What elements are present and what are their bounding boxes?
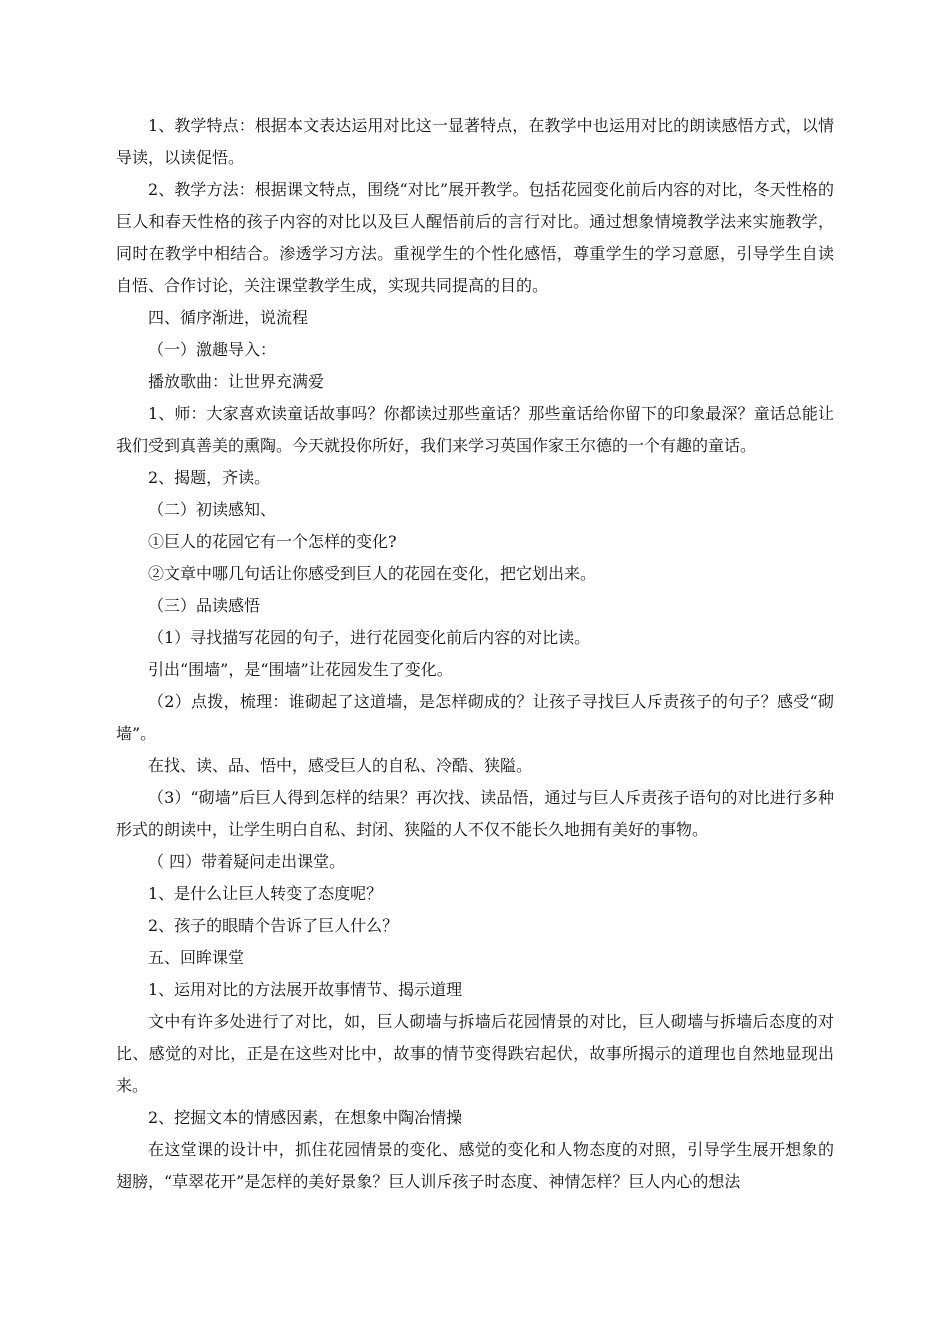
subheading-questions: （ 四）带着疑问走出课堂。	[148, 852, 346, 871]
section-heading-process: 四、循序渐进，说流程	[148, 308, 309, 327]
paragraph-contrast-detail: 文中有许多处进行了对比，如，巨人砌墙与拆墙后花园情景的对比，巨人砌墙与拆墙后态度的对比、感觉的对比，正是在这些对比中，故事的情节变得跌宕起伏，故事所揭示的道理也自然地显现出来。	[116, 1012, 834, 1095]
paragraph-question-2: ②文章中哪几句话让你感受到巨人的花园在变化，把它划出来。	[148, 564, 597, 583]
paragraph-review-2: 2、挖掘文本的情感因素，在想象中陶冶情操	[148, 1108, 463, 1127]
paragraph-question-eyes: 2、孩子的眼睛个告诉了巨人什么？	[148, 916, 399, 935]
paragraph-teaching-features: 1、教学特点：根据本文表达运用对比这一显著特点，在教学中也运用对比的朗读感悟方式，以情导读，以读促悟。	[116, 116, 834, 167]
paragraph-teacher-question: 1、师：大家喜欢读童话故事吗？你都读过那些童话？那些童话给你留下的印象最深？童话总能让我们受到真善美的熏陶。今天就投你所好，我们来学习英国作家王尔德的一个有趣的童话。	[116, 404, 834, 455]
paragraph-teaching-methods: 2、教学方法：根据课文特点，围绕“对比”展开教学。包括花园变化前后内容的对比，冬天性格的巨人和春天性格的孩子内容的对比以及巨人醒悟前后的言行对比。通过想象情境教学法来实施教学，同时在教学中相结合。渗透学习方法。重视学生的个性化感悟，尊重学生的学习意愿，引导学生自读自悟、合作讨论，关注课堂教学生成，实现共同提高的目的。	[116, 180, 834, 295]
subheading-first-reading: （二）初读感知、	[148, 500, 277, 519]
paragraph-question-1: ①巨人的花园它有一个怎样的变化?	[148, 532, 397, 551]
section-heading-review: 五、回眸课堂	[148, 948, 245, 967]
paragraph-feel-giant: 在找、读、品、悟中，感受巨人的自私、冷酷、狭隘。	[148, 756, 533, 775]
paragraph-reveal-title: 2、揭题，齐读。	[148, 468, 271, 487]
paragraph-play-song: 播放歌曲：让世界充满爱	[148, 372, 325, 391]
paragraph-step-1: （1）寻找描写花园的句子，进行花园变化前后内容的对比读。	[148, 628, 591, 647]
paragraph-wall-intro: 引出“围墙”，是“围墙”让花园发生了变化。	[148, 660, 453, 679]
paragraph-review-1: 1、运用对比的方法展开故事情节、揭示道理	[148, 980, 463, 999]
paragraph-design-detail: 在这堂课的设计中，抓住花园情景的变化、感觉的变化和人物态度的对照，引导学生展开想象的翅膀，“草翠花开”是怎样的美好景象？巨人训斥孩子时态度、神情怎样？巨人内心的想法	[116, 1140, 834, 1191]
document-body	[116, 110, 834, 1198]
paragraph-question-change: 1、是什么让巨人转变了态度呢？	[148, 884, 383, 903]
paragraph-step-3: （3）“砌墙”后巨人得到怎样的结果？再次找、读品悟，通过与巨人斥责孩子语句的对比进行多种形式的朗读中，让学生明白自私、封闭、狭隘的人不仅不能长久地拥有美好的事物。	[116, 788, 834, 839]
subheading-appreciation: （三）品读感悟	[148, 596, 261, 615]
subheading-introduction: （一）激趣导入：	[148, 340, 277, 359]
paragraph-step-2: （2）点拨，梳理：谁砌起了这道墙，是怎样砌成的？让孩子寻找巨人斥责孩子的句子？感受“砌墙”。	[116, 692, 834, 743]
